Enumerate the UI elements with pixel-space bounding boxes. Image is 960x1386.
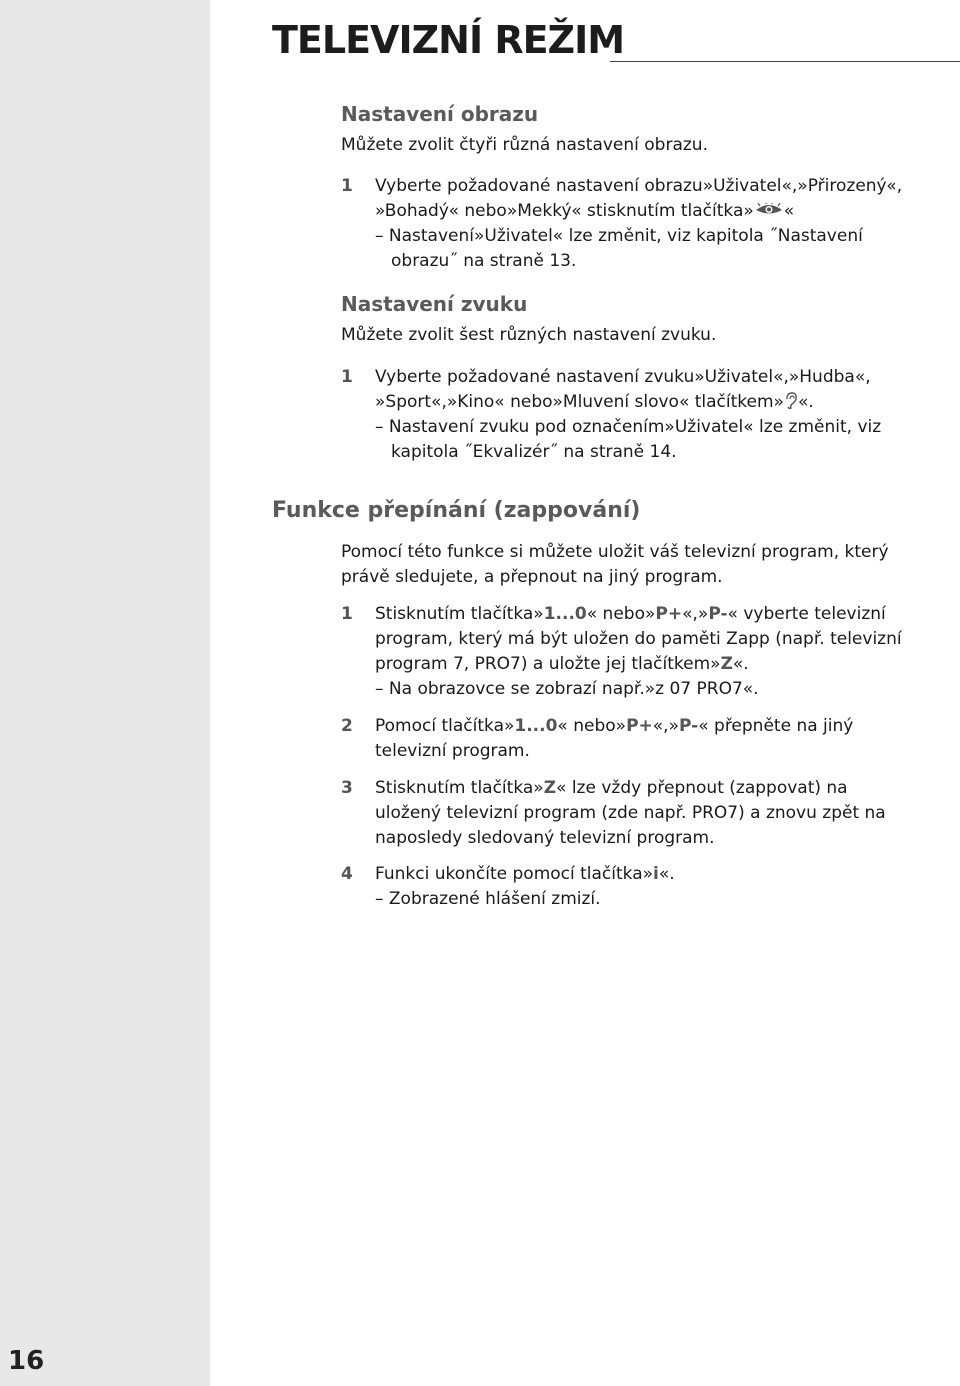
sound-settings-heading: Nastavení zvuku	[341, 292, 528, 316]
zapping-step-1	[341, 602, 901, 702]
picture-settings-heading: Nastavení obrazu	[341, 102, 539, 126]
key-label: P-	[679, 716, 699, 736]
intro-line: Pomocí této funkce si můžete uložit váš televizní program, který	[341, 542, 889, 562]
step-line-part: «	[783, 201, 795, 221]
step-line-part: «.	[732, 654, 749, 674]
step-line-part: « lze vždy přepnout (zappovat) na	[556, 778, 848, 798]
key-label: P+	[655, 604, 683, 624]
sound-settings-intro: Můžete zvolit šest různých nastavení zvuku.	[341, 325, 717, 345]
page-title: TELEVIZNÍ REŽIM	[272, 18, 625, 62]
key-label: Z	[543, 778, 557, 798]
step-text	[375, 862, 895, 912]
step-text	[375, 714, 895, 764]
step-text	[375, 602, 902, 702]
picture-settings-intro: Můžete zvolit čtyři různá nastavení obrazu.	[341, 135, 708, 155]
step-line	[375, 862, 895, 887]
step-line	[375, 199, 895, 224]
step-line-part: »Sport«,»Kino« nebo»Mluvení slovo« tlačítkem»	[375, 392, 784, 412]
step-number: 2	[341, 716, 353, 736]
step-number: 4	[341, 864, 353, 884]
step-line	[375, 776, 895, 801]
key-label: i	[653, 864, 659, 884]
step-line: kapitola ˝Ekvalizér˝ na straně 14.	[391, 442, 677, 462]
step-line-part: Pomocí tlačítka»	[375, 716, 515, 736]
page-number: 16	[8, 1346, 45, 1376]
step-line-part: »Bohadý« nebo»Mekký« stisknutím tlačítka»	[375, 201, 754, 221]
step-line-part: «.	[797, 392, 814, 412]
key-label: 1...0	[543, 604, 587, 624]
key-label: P-	[708, 604, 728, 624]
ear-icon	[784, 392, 798, 410]
step-text	[375, 776, 895, 851]
step-line: naposledy sledovaný televizní program.	[375, 828, 715, 848]
page-header	[272, 18, 960, 64]
zapping-heading: Funkce přepínání (zappování)	[272, 498, 641, 523]
zapping-step-2	[341, 714, 901, 764]
step-line: program, který má být uložen do paměti Zapp (např. televizní	[375, 629, 902, 649]
header-rule	[610, 61, 960, 62]
zapping-intro	[341, 540, 895, 590]
picture-settings-section	[341, 102, 901, 158]
step-line: televizní program.	[375, 741, 530, 761]
step-number: 1	[341, 367, 353, 387]
step-line: Vyberte požadované nastavení zvuku»Uživatel«,»Hudba«,	[375, 367, 871, 387]
step-line-part: Stisknutím tlačítka»	[375, 778, 544, 798]
zapping-step-4	[341, 862, 901, 912]
key-label: 1...0	[514, 716, 558, 736]
zapping-step-3	[341, 776, 901, 851]
step-line-part: « vyberte televizní	[727, 604, 886, 624]
step-line-part: Funkci ukončíte pomocí tlačítka»	[375, 864, 654, 884]
step-number: 1	[341, 604, 353, 624]
step-line: obrazu˝ na straně 13.	[391, 251, 577, 271]
step-line: – Na obrazovce se zobrazí např.»z 07 PRO7«.	[375, 679, 759, 699]
step-line-part: «,»	[652, 716, 679, 736]
key-label: P+	[626, 716, 653, 736]
intro-line: právě sledujete, a přepnout na jiný program.	[341, 567, 723, 587]
step-text	[375, 365, 895, 465]
step-line: – Nastavení»Uživatel« lze změnit, viz kapitola ˝Nastavení	[375, 226, 863, 246]
sound-step-1	[341, 365, 901, 465]
step-line: Vyberte požadované nastavení obrazu»Uživatel«,»Přirozený«,	[375, 176, 903, 196]
step-line-part: « nebo»	[586, 604, 656, 624]
picture-step-1	[341, 174, 901, 274]
sound-settings-section	[341, 292, 901, 348]
zapping-section	[272, 498, 912, 523]
step-line-part: program 7, PRO7) a uložte jej tlačítkem»	[375, 654, 721, 674]
step-line-part: «,»	[682, 604, 709, 624]
step-line-part: « přepněte na jiný	[698, 716, 854, 736]
step-line: uložený televizní program (zde např. PRO7) a znovu zpět na	[375, 803, 886, 823]
step-number: 3	[341, 778, 353, 798]
left-margin-band	[0, 0, 210, 1386]
key-label: Z	[720, 654, 733, 674]
step-line: – Zobrazené hlášení zmizí.	[375, 889, 601, 909]
step-line: – Nastavení zvuku pod označením»Uživatel« lze změnit, viz	[375, 417, 882, 437]
eye-icon	[754, 200, 784, 214]
step-line	[375, 602, 895, 627]
step-line-part: «.	[658, 864, 675, 884]
step-line-part: « nebo»	[557, 716, 627, 736]
step-number: 1	[341, 176, 353, 196]
step-line	[375, 652, 895, 677]
step-line	[375, 714, 895, 739]
step-text	[375, 174, 903, 274]
step-line	[375, 390, 895, 415]
step-line-part: Stisknutím tlačítka»	[375, 604, 544, 624]
